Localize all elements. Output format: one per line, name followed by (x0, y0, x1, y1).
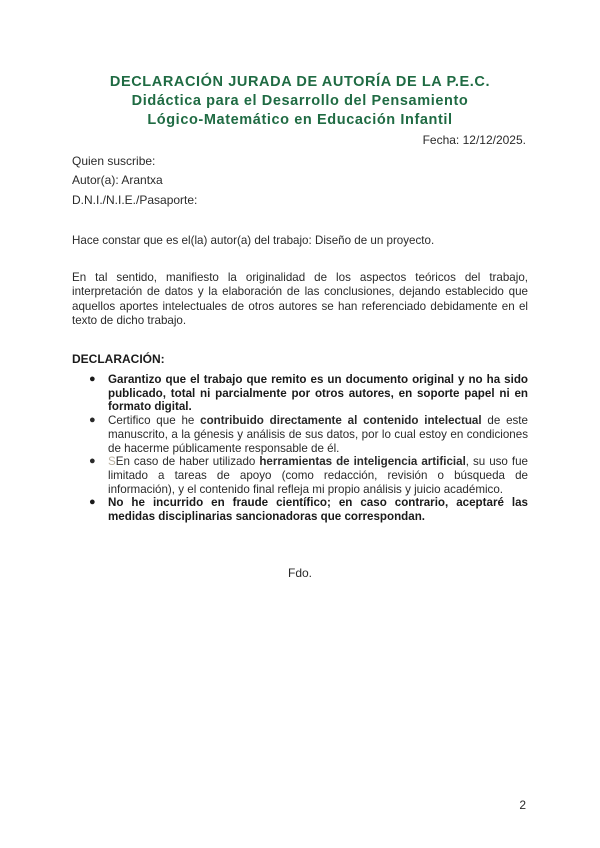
declaration-item-contribucion (72, 414, 528, 455)
hace-constar-paragraph: Hace constar que es el(la) autor(a) del trabajo: Diseño de un proyecto. (72, 234, 435, 247)
document-title (0, 73, 600, 130)
declaration-item-text: En caso de haber utilizado (115, 455, 260, 469)
declaration-item-emphasis: herramientas de inteligencia artificial (259, 455, 466, 469)
page-number: 2 (519, 798, 526, 812)
declaration-item-text: de este manuscrito, a la génesis y análisis de sus datos, por lo cual estoy en condiciones de hacerme públicamente responsable de él. (108, 414, 528, 455)
title-line-2: Didáctica para el Desarrollo del Pensamiento (131, 93, 469, 109)
title-line-3: Lógico-Matemático en Educación Infantil (147, 112, 453, 128)
declaration-item-fraude (72, 496, 528, 523)
bullet-icon: ● (89, 373, 96, 385)
autor-field: Autor(a): Arantxa (72, 173, 163, 187)
bullet-icon: ● (89, 414, 96, 427)
title-line-1: DECLARACIÓN JURADA DE AUTORÍA DE LA P.E.C. (109, 74, 491, 90)
quien-suscribe-label: Quien suscribe: (72, 154, 156, 168)
declaration-item-emphasis: contribuido directamente al contenido intelectual (200, 414, 482, 428)
dni-field: D.N.I./N.I.E./Pasaporte: (72, 193, 198, 207)
declaration-item-original (72, 373, 528, 414)
declaration-item-text: , su uso fue limitado a tareas de apoyo (como redacción, revisión o búsqueda de información), y el contenido final refleja mi propio análisis y juicio académico. (108, 455, 528, 496)
bullet-icon: ● (89, 455, 96, 468)
declaration-list (72, 373, 528, 524)
declaration-item-text: Certifico que he (108, 414, 201, 428)
stray-mark: S (108, 455, 116, 469)
declaration-item-text: No he incurrido en fraude científico; en caso contrario, aceptaré las medidas disciplinarias sancionadoras que correspondan. (108, 496, 528, 524)
originalidad-paragraph: En tal sentido, manifiesto la originalidad de los aspectos teóricos del trabajo, interpretación de datos y la elaboración de las conclusiones, dejando establecido que aquellos aportes intelectuales de otros autores se han referenciado debidamente en el texto de dicho trabajo. (72, 271, 528, 327)
declaration-item-ia (72, 455, 528, 496)
declaration-item-text: Garantizo que el trabajo que remito es un documento original y no ha sido publicado, total ni parcialmente por otros autores, en soporte papel ni en formato digital. (108, 373, 528, 414)
declaracion-heading: DECLARACIÓN: (72, 352, 165, 366)
signature-line: Fdo. (287, 566, 312, 580)
bullet-icon: ● (89, 496, 96, 509)
date-line: Fecha: 12/12/2025. (422, 133, 526, 147)
